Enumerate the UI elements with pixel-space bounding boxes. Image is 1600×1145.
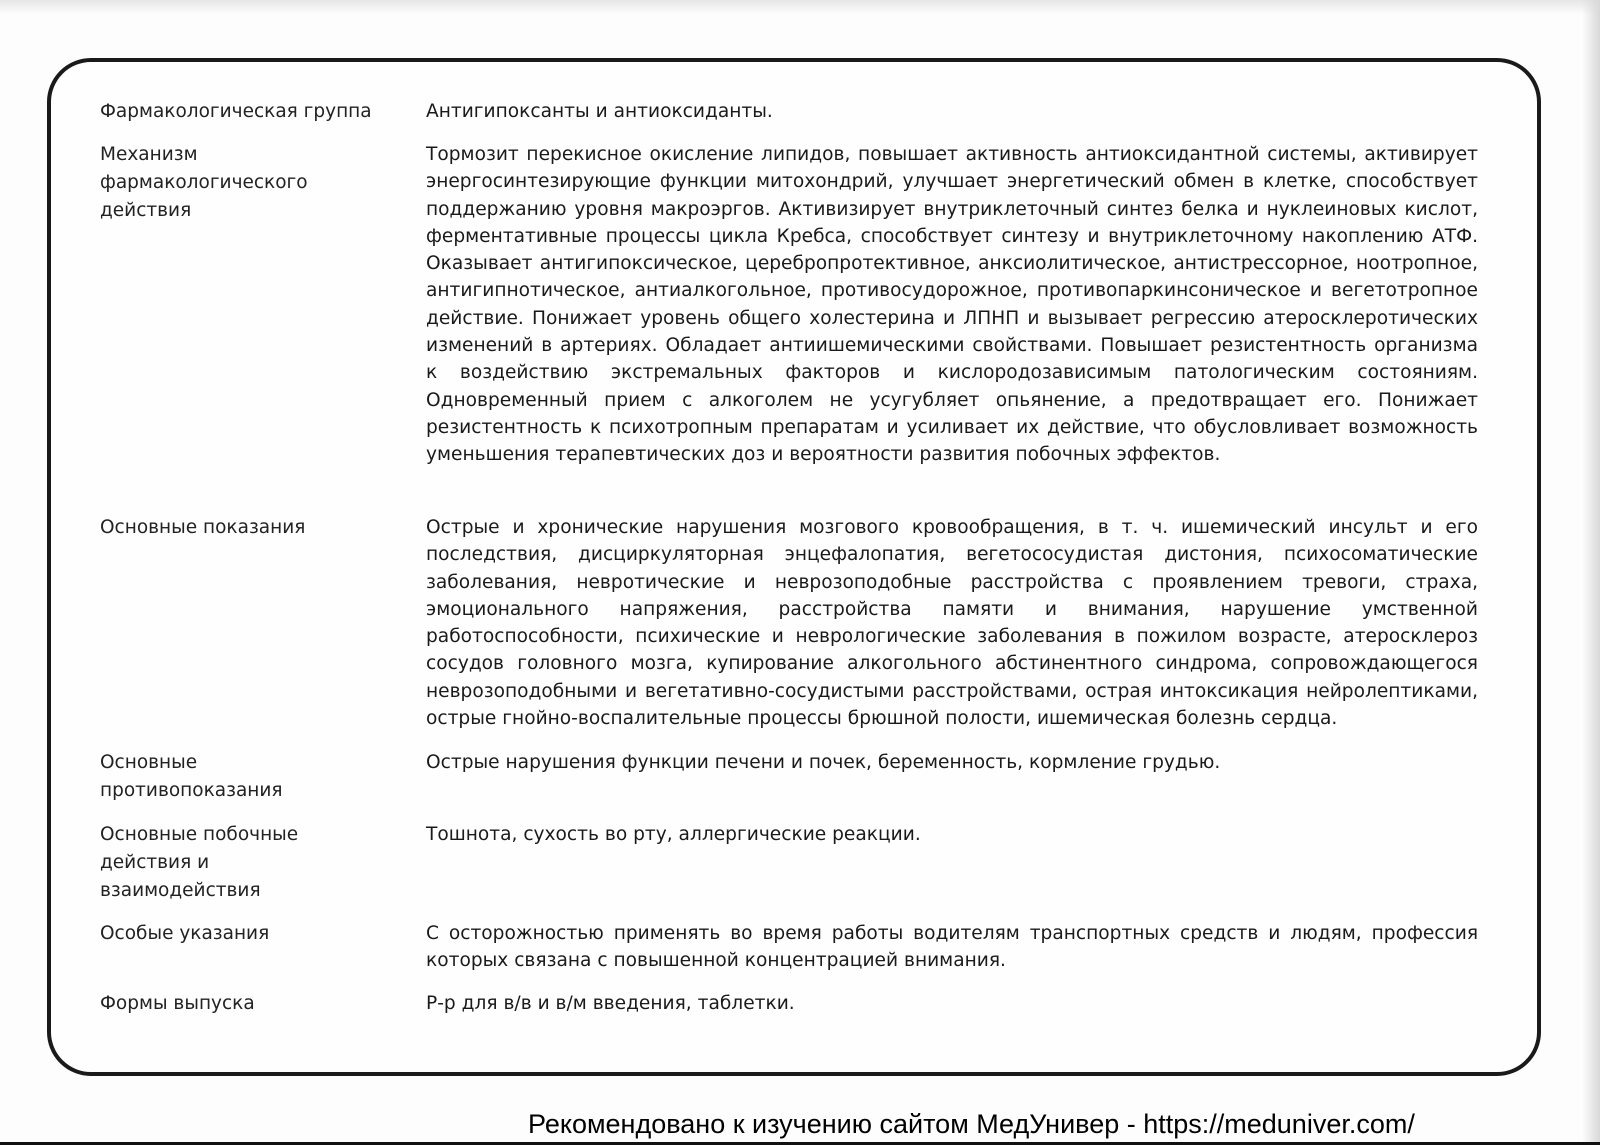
row-value: Тормозит перекисное окисление липидов, повышает активность антиоксидантной системы, активирует энергосинтезирующие функции митохондрий, улучшает энергетический обмен в клетке, способствует поддержанию уровня макроэргов. Активизирует внутриклеточный синтез белка и нуклеиновых кислот, ферментативные процессы цикла Кребса, способствует синтезу и внутриклеточному накоплению АТФ. Оказывает антигипоксическое, церебропротективное, анксиолитическое, антистрессорное, ноотропное, антигипнотическое, антиалкогольное, противосудорожное, противопаркинсоническое и вегетотропное действие. Понижает уровень общего холестерина и ЛПНП и вызывает регрессию атеросклеротических изменений в артериях. Обладает антиишемическими свойствами. Повышает резистентность организма к воздействию экстремальных факторов и кислородозависимым патологическим состояниям. Одновременный прием с алкоголем не усугубляет опьянение, а предотвращает его. Понижает резистентность к психотропным препаратам и усиливает их действие, что обусловливает возможность уменьшения терапевтических доз и вероятности развития побочных эффектов. <box>426 144 1478 466</box>
row-label: Основные показания <box>100 517 306 538</box>
row-label: Основные побочные действия и взаимодействия <box>100 824 299 901</box>
row-value: Острые и хронические нарушения мозгового кровообращения, в т. ч. ишемический инсульт и его последствия, дисциркуляторная энцефалопатия, вегетососудистая дистония, психосоматические заболевания, невротические и неврозоподобные расстройства с проявлением тревоги, страха, эмоционального напряжения, расстройства памяти и внимания, нарушение умственной работоспособности, психические и неврологические заболевания в пожилом возрасте, атеросклероз сосудов головного мозга, купирование алкогольного абстинентного синдрома, сопровождающегося неврозоподобными и вегетативно-сосудистыми расстройствами, острая интоксикация нейролептиками, острые гнойно-воспалительные процессы брюшной полости, ишемическая болезнь сердца. <box>426 517 1478 730</box>
row-label: Формы выпуска <box>100 993 255 1014</box>
scan-right-edge <box>1582 0 1600 1145</box>
row-value: Р-р для в/в и в/м введения, таблетки. <box>426 993 795 1014</box>
row-label: Особые указания <box>100 923 270 944</box>
row-value: С осторожностью применять во время работы водителям транспортных средств и людям, профессия которых связана с повышенной концентрацией внимания. <box>426 923 1478 972</box>
row-value: Острые нарушения функции печени и почек, беременность, кормление грудью. <box>426 752 1221 773</box>
row-value: Антигипоксанты и антиоксиданты. <box>426 101 773 122</box>
row-label: Основные противопоказания <box>100 752 283 801</box>
scan-top-edge <box>0 0 1600 14</box>
row-label: Фармакологическая группа <box>100 101 372 122</box>
row-label: Механизм фармакологического действия <box>100 144 308 221</box>
row-value: Тошнота, сухость во рту, аллергические реакции. <box>426 824 921 845</box>
footer-recommendation: Рекомендовано к изучению сайтом МедУнивер - https://meduniver.com/ <box>528 1109 1415 1139</box>
